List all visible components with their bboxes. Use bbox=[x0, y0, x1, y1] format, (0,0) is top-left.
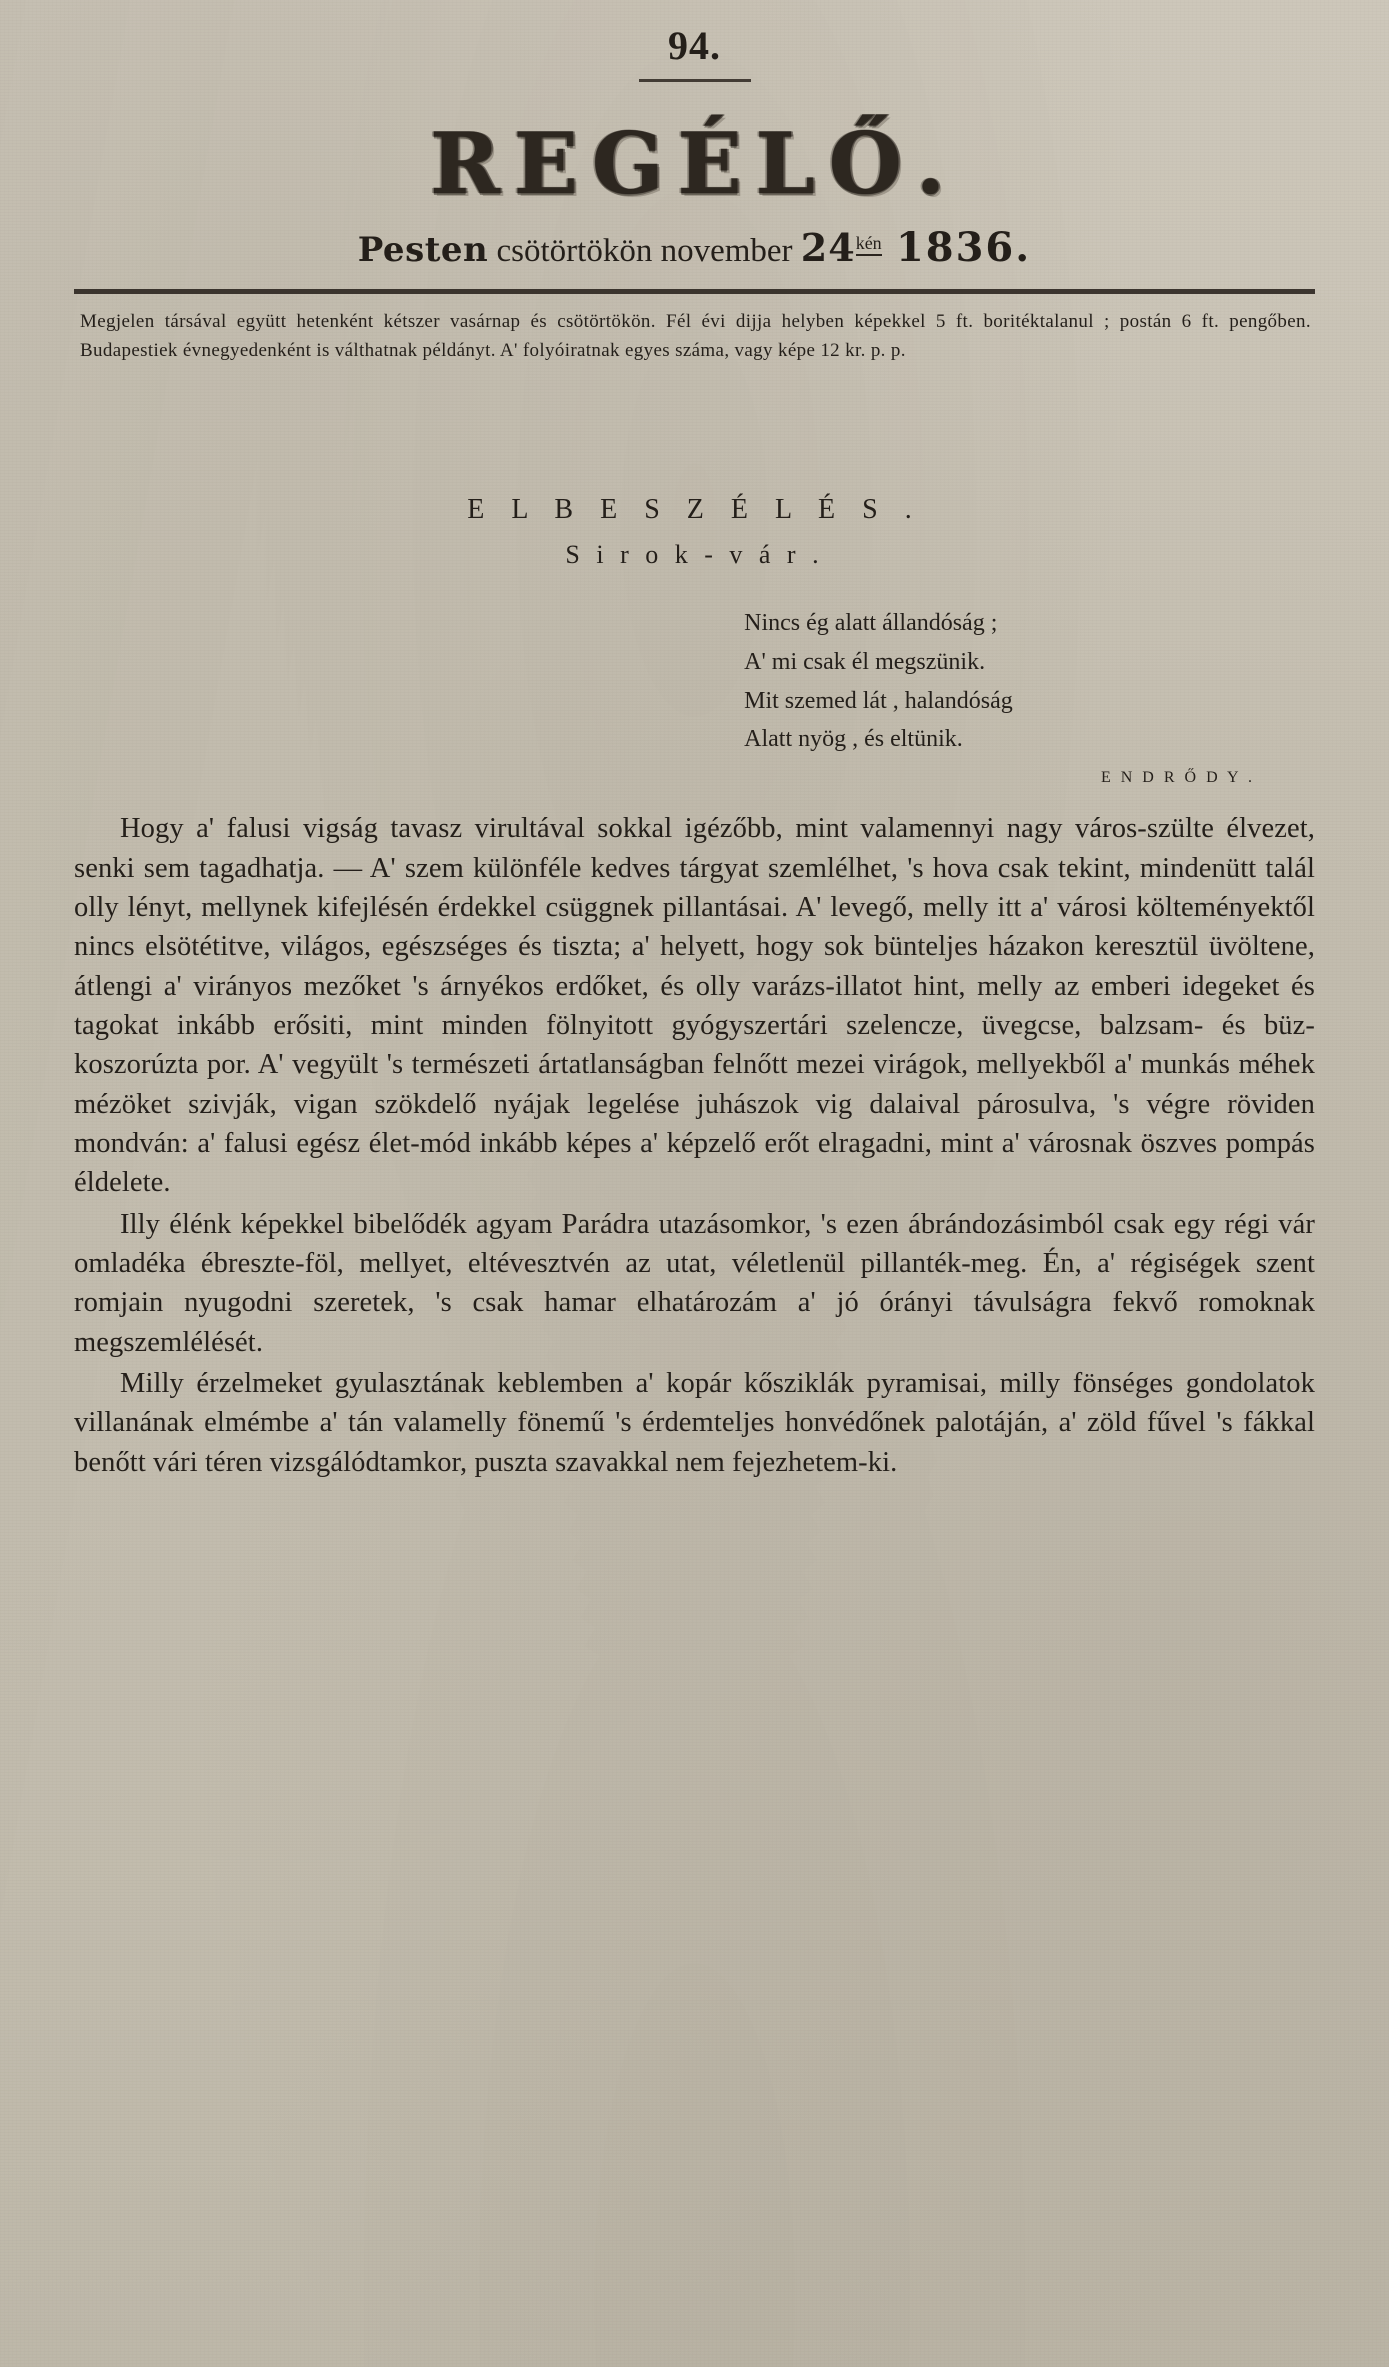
epigraph-line: Mit szemed lát , halandóság bbox=[744, 687, 1013, 714]
epigraph-author: E N D R Ő D Y . bbox=[1100, 769, 1255, 787]
masthead-rule bbox=[74, 289, 1315, 294]
epigraph-line: Nincs ég alatt állandóság ; bbox=[744, 609, 998, 636]
dateline-day: 24 bbox=[800, 225, 856, 270]
article-paragraph: Milly érzelmeket gyulasztának keblemben a' kopár kősziklák pyramisai, milly fönséges gondolatok villanának elmémbe a' tán valamelly fönemű 's érdemteljes honvédőnek palotáján, a' zöld fűvel 's fákkal benőtt vári téren vizsgálódtamkor, puszta szavakkal nem fejezhetem-ki. bbox=[74, 1367, 1315, 1478]
epigraph-author-wrap bbox=[74, 769, 1315, 787]
dateline-city: Pesten bbox=[357, 230, 489, 270]
article-paragraph: Illy élénk képekkel bibelődék agyam Parádra utazásomkor, 's ezen ábrándozásimból csak egy régi vár omladéka ébreszte-föl, mellyet, eltévesztvén az utat, véletlenül pillanték-meg. Én, a' régiségek szent romjain nyugodni szeretek, 's csak hamar elhatározám a' jó órányi távulságra fekvő romoknak megszemlélését. bbox=[74, 1208, 1315, 1358]
page-number-rule bbox=[639, 79, 751, 82]
article-paragraph: Hogy a' falusi vigság tavasz virultával sokkal igézőbb, mint valamennyi nagy város-szülte élvezet, senki sem tagadhatja. — A' szem különféle kedves tárgyat szemlélhet, 's hova csak tekint, mindenütt talál olly lényt, mellynek kifejlésén érdekkel csüggnek pillantásai. A' levegő, melly itt a' városi költeményektől nincs elsötétitve, világos, egészséges és tiszta; a' helyett, hogy sok bünteljes házakon keresztül üvöltene, átlengi a' virányos mezőket 's árnyékos erdőket, és olly varázs-illatot hint, melly az emberi idegeket és tagokat inkább erősiti, mint minden fölnyitott gyógyszertári szelencze, üvegcse, balzsam- és büz-koszorúzta por. A' vegyült 's természeti ártatlanságban felnőtt mezei virágok, mellyekből a' munkás méhek mézöket szivják, vigan szökdelő nyájak legelése juhászok vig dalaival párosulva, 's végre röviden mondván: a' falusi egész élet-mód inkább képes a' képzelő erőt elragadni, mint a' városnak öszves pompás éldelete. bbox=[74, 813, 1315, 1199]
epigraph bbox=[74, 604, 1315, 760]
article-body bbox=[74, 809, 1315, 1482]
epigraph-line: A' mi csak él megszünik. bbox=[744, 648, 986, 675]
dateline-day-suffix: kén bbox=[856, 233, 882, 256]
section-subtitle: S i r o k - v á r . bbox=[565, 539, 824, 569]
page-number: 94. bbox=[668, 23, 721, 68]
dateline-year: 1836. bbox=[895, 224, 1032, 271]
section-title: E L B E S Z É L É S . bbox=[467, 493, 922, 525]
masthead bbox=[74, 114, 1315, 213]
epigraph-line: Alatt nyög , és eltünik. bbox=[744, 726, 963, 753]
dateline-weekday-month: csötörtökön november bbox=[496, 233, 793, 269]
masthead-title: REGÉLŐ. bbox=[429, 114, 960, 213]
subscription-notice: Megjelen társával együtt hetenként kétszer vasárnap és csötörtökön. Fél évi dijja helyben képekkel 5 ft. boritéktalanul ; postán 6 ft. pengőben. Budapestiek évnegyedenként is válthatnak példányt. A' folyóiratnak egyes száma, vagy képe 12 kr. p. p. bbox=[80, 311, 1311, 361]
dateline bbox=[74, 224, 1315, 271]
